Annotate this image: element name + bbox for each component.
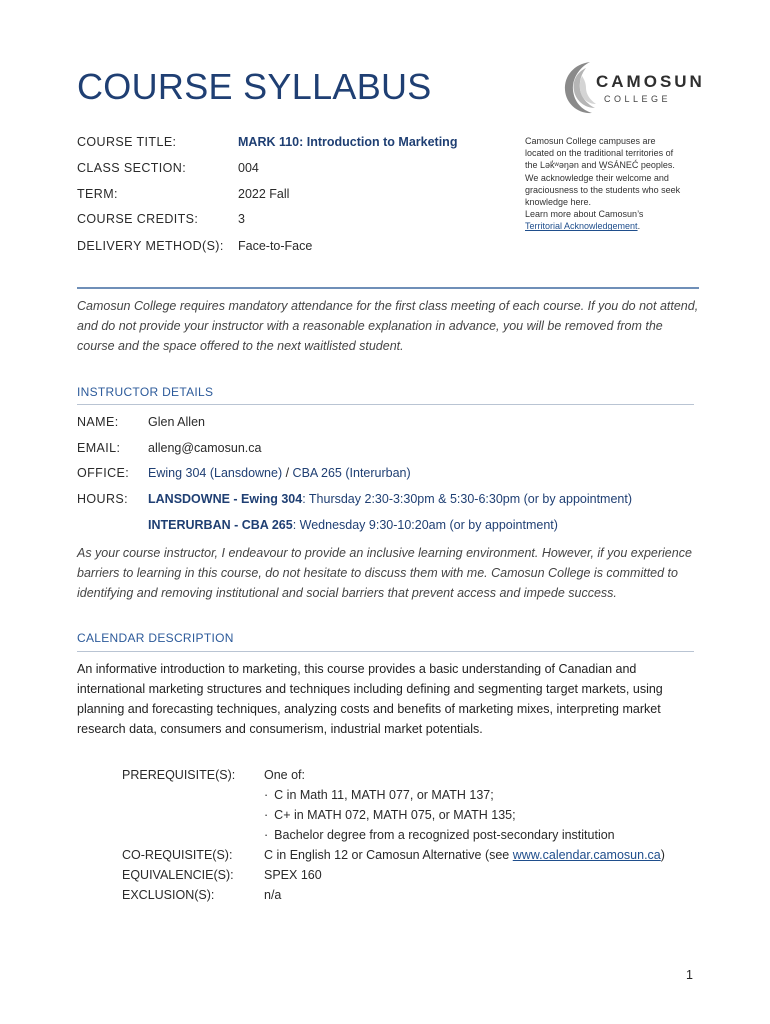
prerequisite-label: PREREQUISITE(S): (122, 768, 236, 782)
corequisite-value (264, 848, 665, 862)
hours-interurban (148, 518, 558, 532)
corequisite-suffix: ) (660, 848, 665, 862)
hours-interurban-location: INTERURBAN - CBA 265 (148, 518, 293, 532)
class-section-value: 004 (238, 161, 259, 175)
term-label: TERM: (77, 187, 118, 201)
page-number: 1 (686, 968, 693, 982)
calendar-heading: CALENDAR DESCRIPTION (77, 631, 234, 645)
prerequisite-item (264, 808, 516, 822)
course-credits-value: 3 (238, 212, 245, 226)
term-value: 2022 Fall (238, 187, 290, 201)
page-title: COURSE SYLLABUS (77, 66, 432, 107)
prerequisite-text: C in Math 11, MATH 077, or MATH 137; (274, 788, 494, 802)
territorial-acknowledgement (525, 135, 695, 233)
hours-label: HOURS: (77, 492, 129, 506)
hours-interurban-times: : Wednesday 9:30-10:20am (or by appointment) (292, 518, 558, 532)
header-divider (77, 287, 699, 289)
prerequisite-item (264, 828, 615, 842)
office-separator: / (282, 466, 293, 480)
ack-line: We acknowledge their welcome and (525, 172, 669, 183)
calendar-description: An informative introduction to marketing, this course provides a basic understanding of Canadian and international marketing structures and techniques including defining and segmenting target markets, using planning and forecasting techniques, analyzing costs and benefits of marketing mixes, interpreting market research data, consumers and consumerism, industrial market potentials. (77, 662, 663, 736)
equivalencies-label: EQUIVALENCIE(S): (122, 868, 234, 882)
corequisite-label: CO-REQUISITE(S): (122, 848, 233, 862)
name-label: NAME: (77, 415, 119, 429)
instructor-office (148, 466, 411, 480)
ack-link-suffix: . (637, 221, 641, 232)
prerequisite-intro: One of: (264, 768, 305, 782)
class-section-label: CLASS SECTION: (77, 161, 187, 175)
instructor-divider (77, 404, 694, 405)
prerequisite-text: C+ in MATH 072, MATH 075, or MATH 135; (274, 808, 516, 822)
hours-lansdowne-location: LANSDOWNE - Ewing 304 (148, 492, 303, 506)
ack-line: located on the traditional territories of (525, 148, 674, 159)
exclusions-value: n/a (264, 888, 282, 902)
course-title-label: COURSE TITLE: (77, 135, 177, 149)
calendar-link[interactable]: www.calendar.camosun.ca (512, 848, 661, 862)
bullet-icon: · (264, 828, 269, 842)
calendar-divider (77, 651, 694, 652)
instructor-heading: INSTRUCTOR DETAILS (77, 385, 214, 399)
instructor-email[interactable]: alleng@camosun.ca (148, 441, 262, 455)
office-label: OFFICE: (77, 466, 130, 480)
office-lansdowne: Ewing 304 (Lansdowne) (148, 466, 283, 480)
equivalencies-value: SPEX 160 (264, 868, 322, 882)
course-title-value: MARK 110: Introduction to Marketing (238, 135, 458, 149)
exclusions-label: EXCLUSION(S): (122, 888, 215, 902)
inclusion-note: As your course instructor, I endeavour to provide an inclusive learning environment. However, if you experience barriers to learning in this course, do not hesitate to discuss them with me. Camosun College is committed to identifying and removing institutional and social barriers that prevent access and impede success. (77, 546, 692, 600)
prerequisite-item (264, 788, 494, 802)
ack-line: graciousness to the students who seek (525, 184, 681, 195)
ack-line: knowledge here. (525, 197, 592, 208)
office-interurban: CBA 265 (Interurban) (292, 466, 411, 480)
course-credits-label: COURSE CREDITS: (77, 212, 199, 226)
logo-name: CAMOSUN (596, 72, 705, 91)
ack-line: Learn more about Camosun’s (525, 209, 644, 220)
instructor-name: Glen Allen (148, 415, 205, 429)
territorial-acknowledgement-link[interactable]: Territorial Acknowledgement (525, 221, 638, 232)
ack-line: Camosun College campuses are (525, 136, 656, 146)
bullet-icon: · (264, 788, 269, 802)
logo-sub: COLLEGE (604, 94, 672, 104)
attendance-notice: Camosun College requires mandatory attendance for the first class meeting of each course. If you do not attend, and do not provide your instructor with a reasonable explanation in advance, you will be removed from the course and the space offered to the next waitlisted student. (77, 299, 699, 353)
email-label: EMAIL: (77, 441, 121, 455)
delivery-method-value: Face-to-Face (238, 239, 313, 253)
hours-lansdowne (148, 492, 632, 506)
camosun-logo (560, 58, 705, 118)
delivery-method-label: DELIVERY METHOD(S): (77, 239, 224, 253)
ack-line: the Lək̓ʷəŋən and W̱SÁNEĆ peoples. (525, 160, 675, 171)
hours-lansdowne-times: : Thursday 2:30-3:30pm & 5:30-6:30pm (or by appointment) (302, 492, 632, 506)
corequisite-text: C in English 12 or Camosun Alternative (see (264, 848, 513, 862)
bullet-icon: · (264, 808, 269, 822)
prerequisite-text: Bachelor degree from a recognized post-secondary institution (274, 828, 615, 842)
